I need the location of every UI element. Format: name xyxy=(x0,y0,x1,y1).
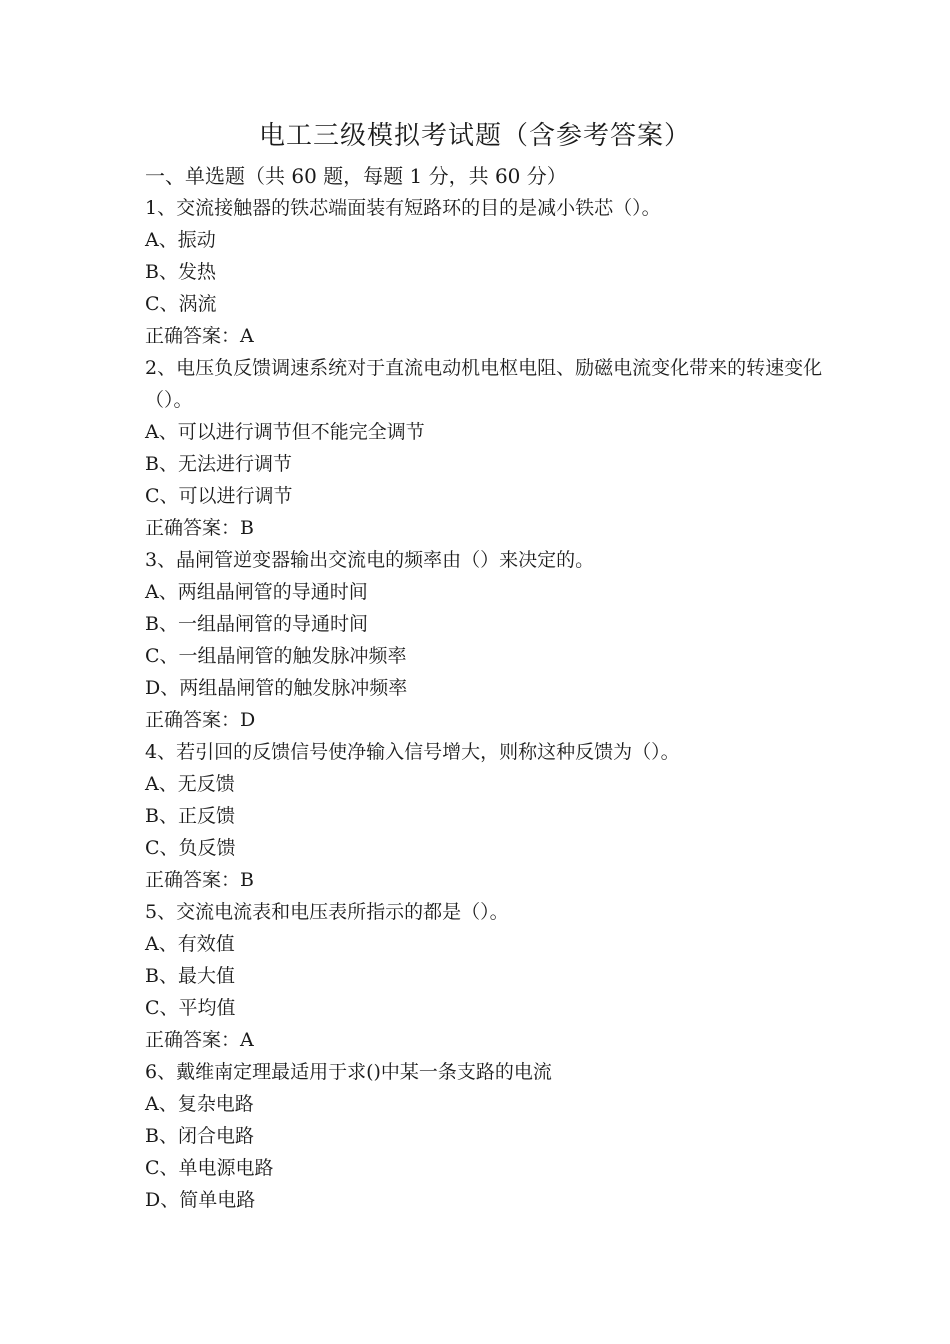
question-stem: 4、若引回的反馈信号使净输入信号增大，则称这种反馈为（）。 xyxy=(145,741,680,763)
answer-option: B、一组晶闸管的导通时间 xyxy=(145,613,368,635)
question-stem: 3、晶闸管逆变器输出交流电的频率由（）来决定的。 xyxy=(145,549,595,571)
question-block xyxy=(145,192,825,352)
answer-option: D、简单电路 xyxy=(145,1189,256,1211)
answer-option: A、复杂电路 xyxy=(145,1093,254,1115)
question-block xyxy=(145,896,825,1056)
answer-option: A、可以进行调节但不能完全调节 xyxy=(145,421,425,443)
answer-option: C、负反馈 xyxy=(145,837,236,859)
question-stem: 1、交流接触器的铁芯端面装有短路环的目的是减小铁芯（）。 xyxy=(145,197,661,219)
question-block xyxy=(145,1056,825,1216)
answer-option: C、平均值 xyxy=(145,997,236,1019)
correct-answer: 正确答案：A xyxy=(145,1029,254,1051)
answer-option: C、单电源电路 xyxy=(145,1157,274,1179)
answer-option: D、两组晶闸管的触发脉冲频率 xyxy=(145,677,408,699)
answer-option: B、闭合电路 xyxy=(145,1125,254,1147)
correct-answer: 正确答案：B xyxy=(145,517,254,539)
answer-option: B、最大值 xyxy=(145,965,235,987)
question-block xyxy=(145,736,825,896)
document-title: 电工三级模拟考试题（含参考答案） xyxy=(258,121,691,151)
question-block xyxy=(145,544,825,736)
correct-answer: 正确答案：D xyxy=(145,709,256,731)
answer-option: C、一组晶闸管的触发脉冲频率 xyxy=(145,645,407,667)
answer-option: B、正反馈 xyxy=(145,805,235,827)
section-heading: 一、单选题（共 60 题，每题 1 分，共 60 分） xyxy=(145,164,567,188)
answer-option: A、振动 xyxy=(145,229,216,251)
answer-option: C、可以进行调节 xyxy=(145,485,293,507)
document-body xyxy=(145,160,825,1216)
answer-option: A、无反馈 xyxy=(145,773,235,795)
answer-option: A、有效值 xyxy=(145,933,235,955)
correct-answer: 正确答案：A xyxy=(145,325,254,347)
correct-answer: 正确答案：B xyxy=(145,869,254,891)
question-stem: 2、电压负反馈调速系统对于直流电动机电枢电阻、励磁电流变化带来的转速变化（）。 xyxy=(145,357,823,411)
answer-option: A、两组晶闸管的导通时间 xyxy=(145,581,368,603)
question-stem: 6、戴维南定理最适用于求()中某一条支路的电流 xyxy=(145,1061,552,1083)
answer-option: B、发热 xyxy=(145,261,216,283)
answer-option: B、无法进行调节 xyxy=(145,453,292,475)
question-stem: 5、交流电流表和电压表所指示的都是（）。 xyxy=(145,901,509,923)
question-block xyxy=(145,352,825,544)
answer-option: C、涡流 xyxy=(145,293,217,315)
